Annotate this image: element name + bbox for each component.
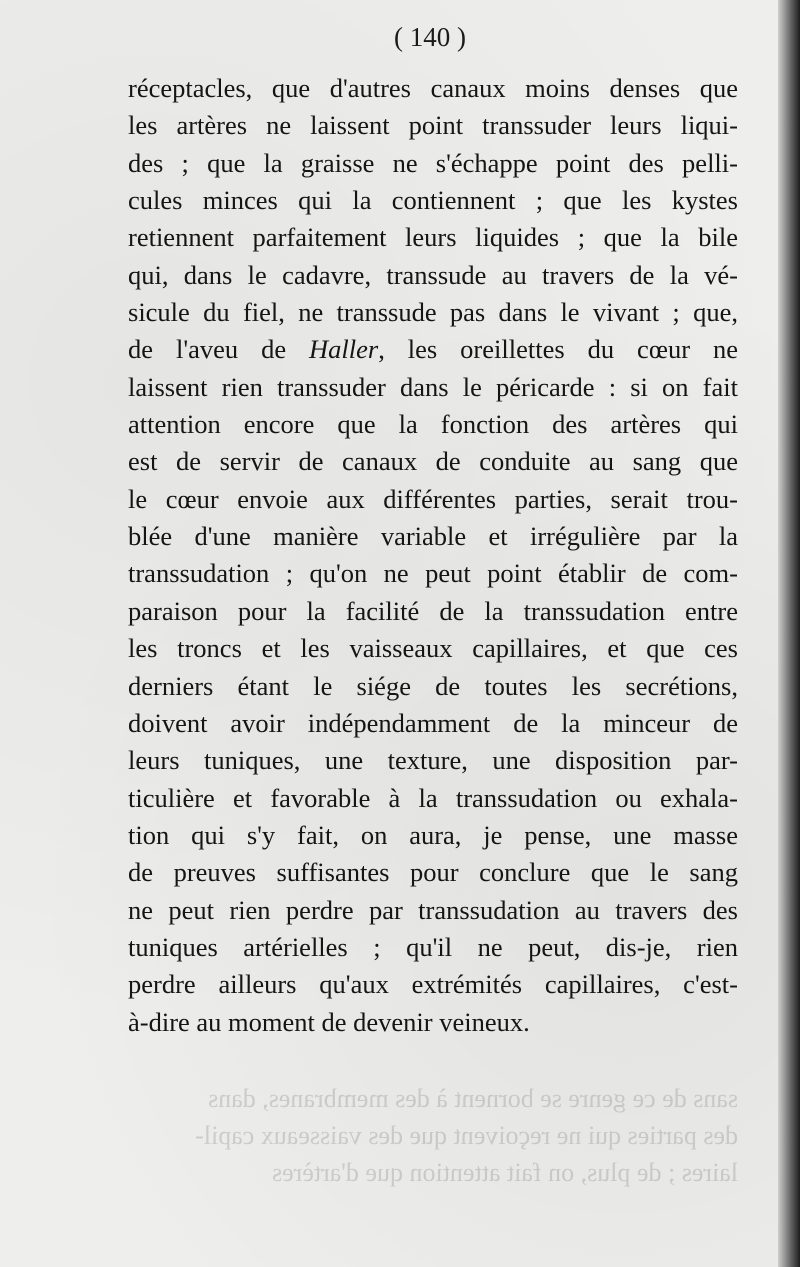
text-line: laissent rien transsuder dans le péricarde : si on fait — [128, 371, 738, 402]
text-line: qui, dans le cadavre, transsude au travers de la vé- — [128, 259, 738, 290]
text-line: tuniques artérielles ; qu'il ne peut, dis-je, rien — [128, 931, 738, 962]
text-line: le cœur envoie aux différentes parties, serait trou- — [128, 483, 738, 514]
text-line: les artères ne laissent point transsuder leurs liqui- — [128, 110, 738, 141]
text-line: cules minces qui la contiennent ; que les kystes — [128, 185, 738, 216]
text-line: ne peut rien perdre par transsudation au travers des — [128, 894, 738, 925]
text-line-haller — [128, 331, 738, 368]
text-line: attention encore que la fonction des artères qui — [128, 409, 738, 440]
text-line: blée d'une manière variable et irrégulière par la — [128, 521, 738, 552]
text-line: perdre ailleurs qu'aux extrémités capillaires, c'est- — [128, 969, 738, 1000]
text-line: doivent avoir indépendamment de la minceur de — [128, 707, 738, 738]
bleed-line: laires ; de plus, on fait attention que d'artères — [271, 1158, 738, 1187]
text-line: derniers étant le siége de toutes les secrétions, — [128, 670, 738, 701]
text-line: tion qui s'y fait, on aura, je pense, une masse — [128, 819, 738, 850]
text-line: transsudation ; qu'on ne peut point établir de com- — [128, 558, 738, 589]
text-line: les troncs et les vaisseaux capillaires, et que ces — [128, 633, 738, 664]
text-line: paraison pour la facilité de la transsudation entre — [128, 595, 738, 626]
text-line: réceptacles, que d'autres canaux moins denses que — [128, 73, 738, 103]
text-line-last: à-dire au moment de devenir veineux. — [128, 1006, 530, 1037]
line-tail: , les oreillettes du cœur ne — [378, 334, 738, 365]
text-line: ticulière et favorable à la transsudation ou exhala- — [128, 782, 738, 813]
bleed-line: des parties qui ne reçoivent que des vaisseaux capil- — [195, 1121, 738, 1150]
text-line: de preuves suffisantes pour conclure que le sang — [128, 857, 738, 888]
bleed-line: sans de ce genre se bornent à des membranes, dans — [208, 1084, 738, 1113]
body-text — [128, 70, 738, 1041]
line-head: de l'aveu de — [128, 334, 310, 365]
binding-edge — [778, 0, 800, 1267]
text-line: leurs tuniques, une texture, une disposition par- — [128, 745, 738, 776]
text-line: est de servir de canaux de conduite au sang que — [128, 446, 738, 477]
text-line: sicule du fiel, ne transsude pas dans le vivant ; que, — [128, 297, 738, 328]
bleed-through-text — [128, 1080, 738, 1191]
author-name-italic: Haller — [309, 334, 379, 365]
page-number: ( 140 ) — [394, 22, 466, 52]
text-line: des ; que la graisse ne s'échappe point des pelli- — [128, 147, 738, 178]
text-line: retiennent parfaitement leurs liquides ; que la bile — [128, 222, 738, 253]
